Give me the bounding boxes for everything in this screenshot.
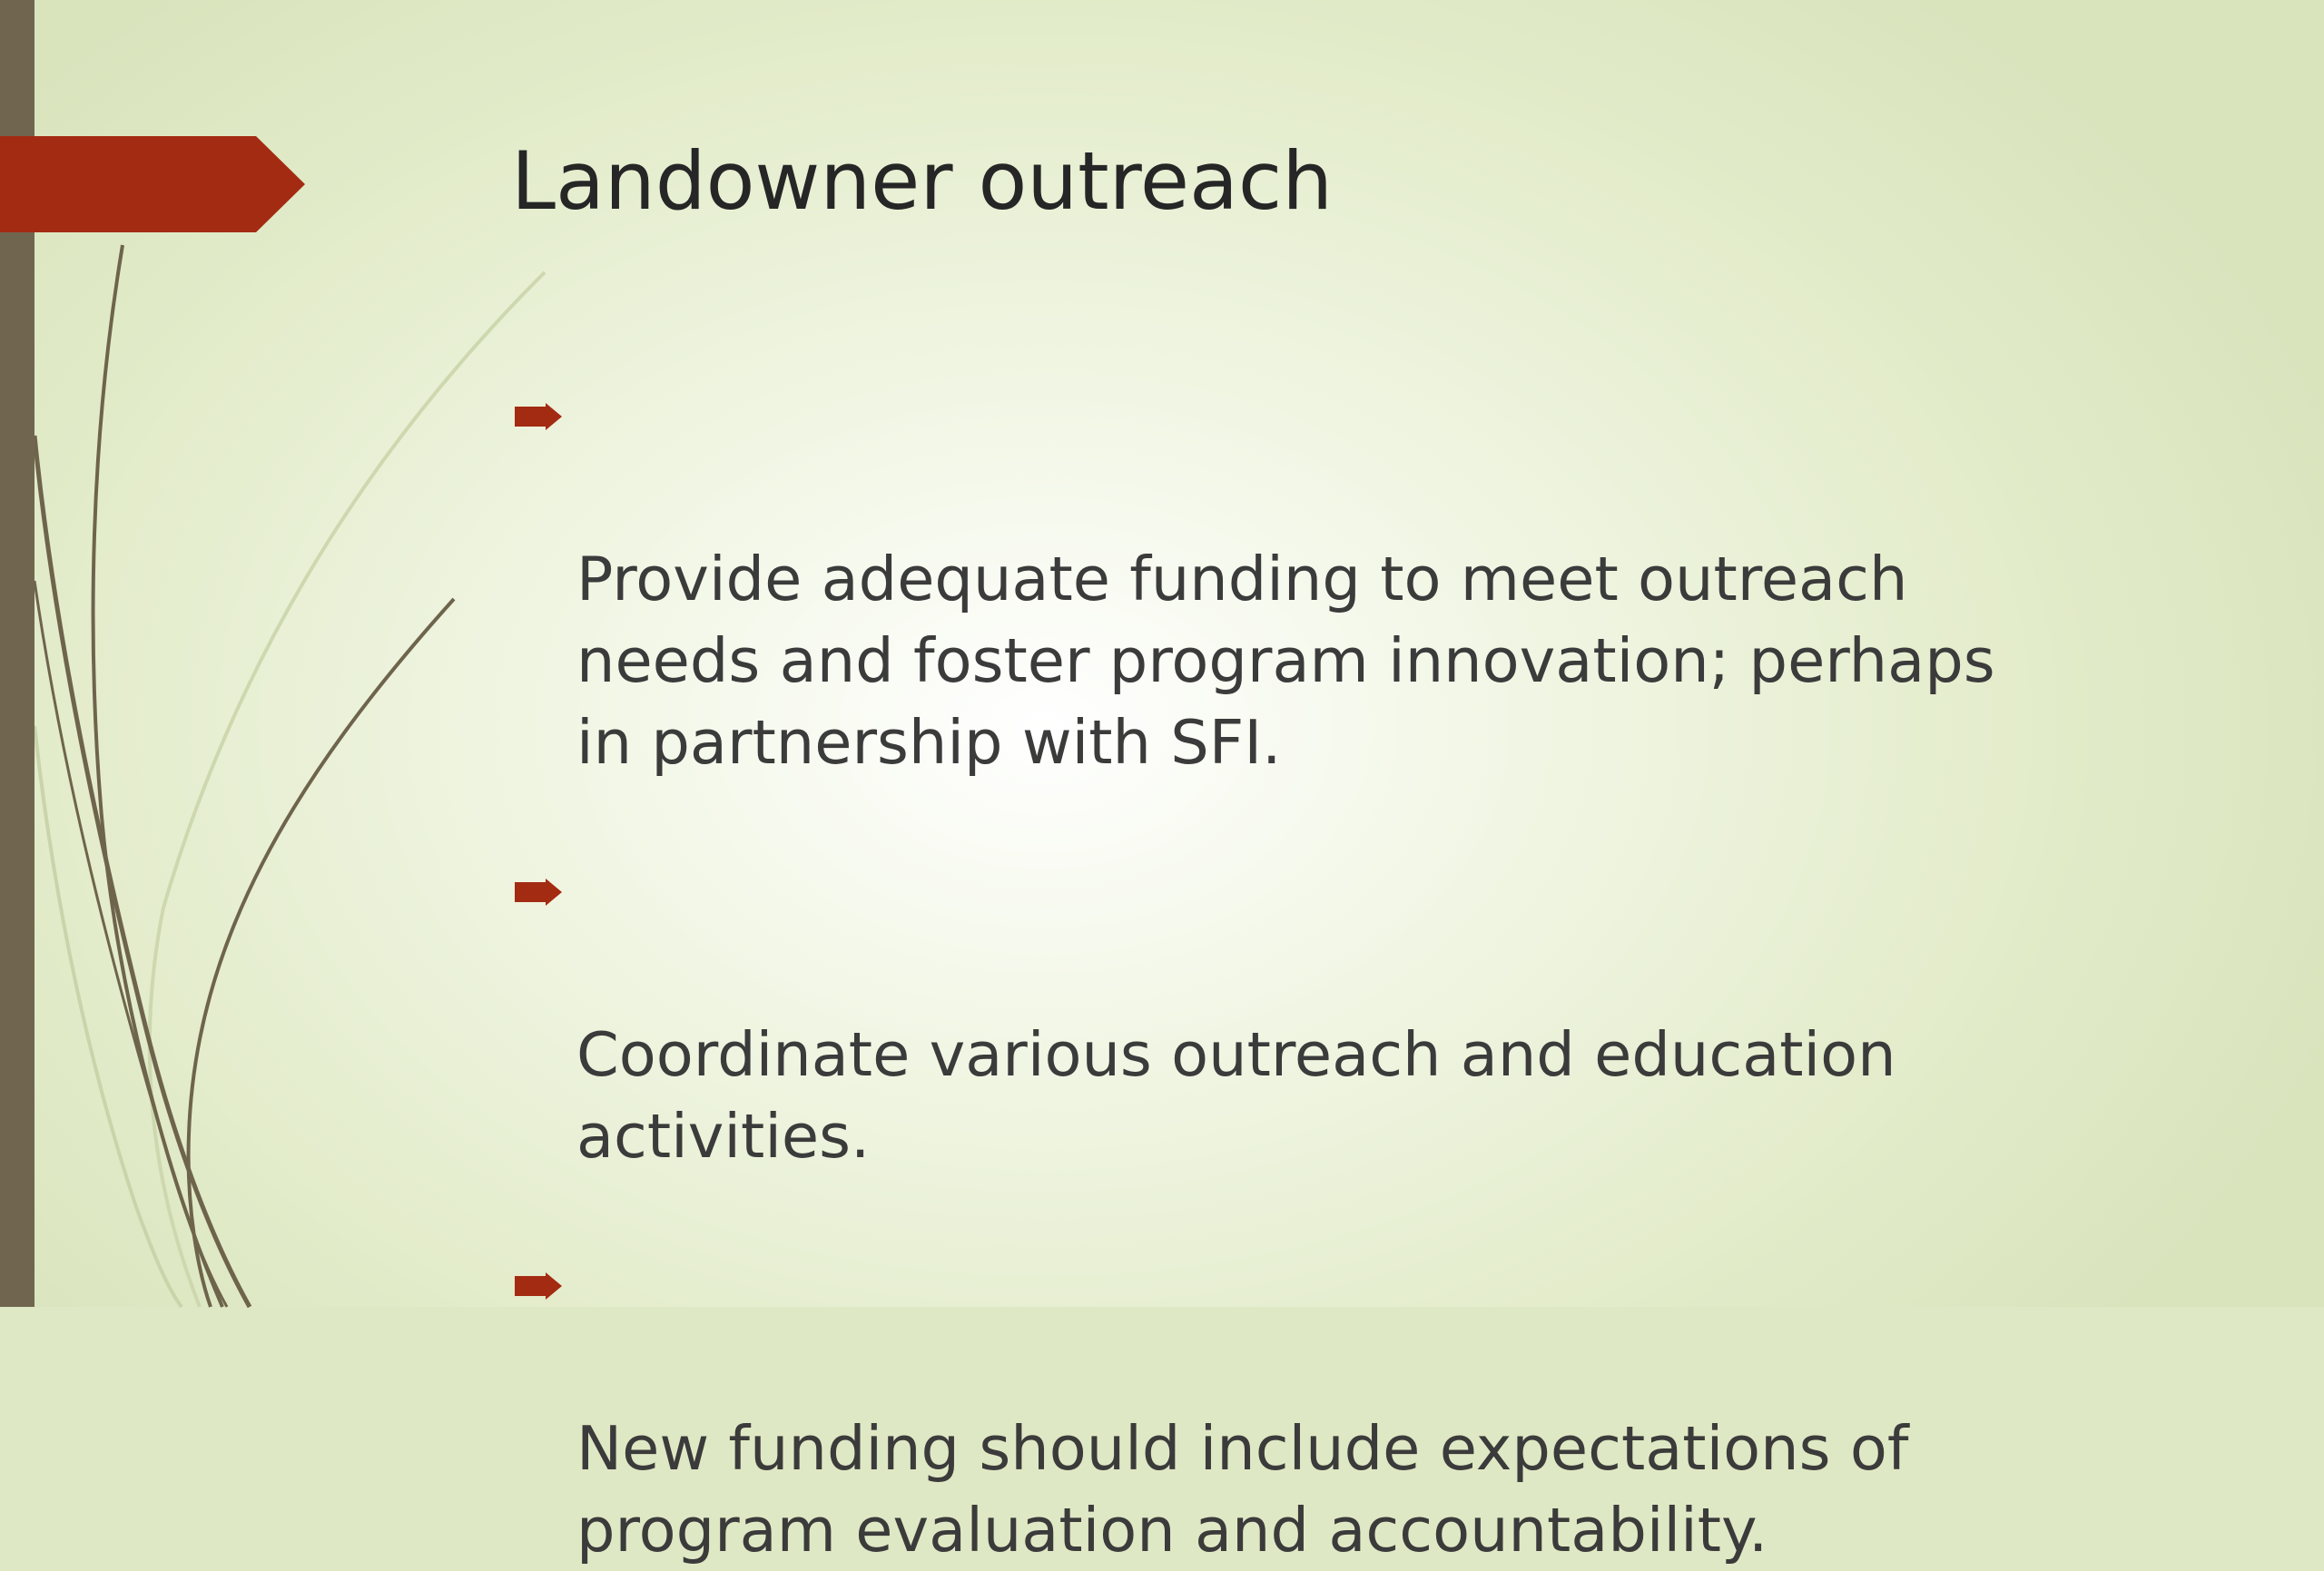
- bullet-text: Coordinate various outreach and education activities.: [576, 1019, 1896, 1172]
- bullet-item: [511, 375, 2191, 783]
- bullet-list: [511, 375, 2191, 1571]
- bullet-text: New funding should include expectations of program evaluation and accountability.: [576, 1413, 1909, 1566]
- bullet-item: [511, 850, 2191, 1177]
- title-arrow-icon: [0, 136, 305, 232]
- bullet-text: Provide adequate funding to meet outreach needs and foster program innovation; perhaps in partnership with SFI.: [576, 544, 1995, 778]
- arrow-bullet-icon: [515, 1272, 562, 1300]
- arrow-bullet-icon: [515, 879, 562, 906]
- bullet-item: [511, 1244, 2191, 1571]
- slide-title: Landowner outreach: [511, 134, 1334, 228]
- arrow-bullet-icon: [515, 403, 562, 430]
